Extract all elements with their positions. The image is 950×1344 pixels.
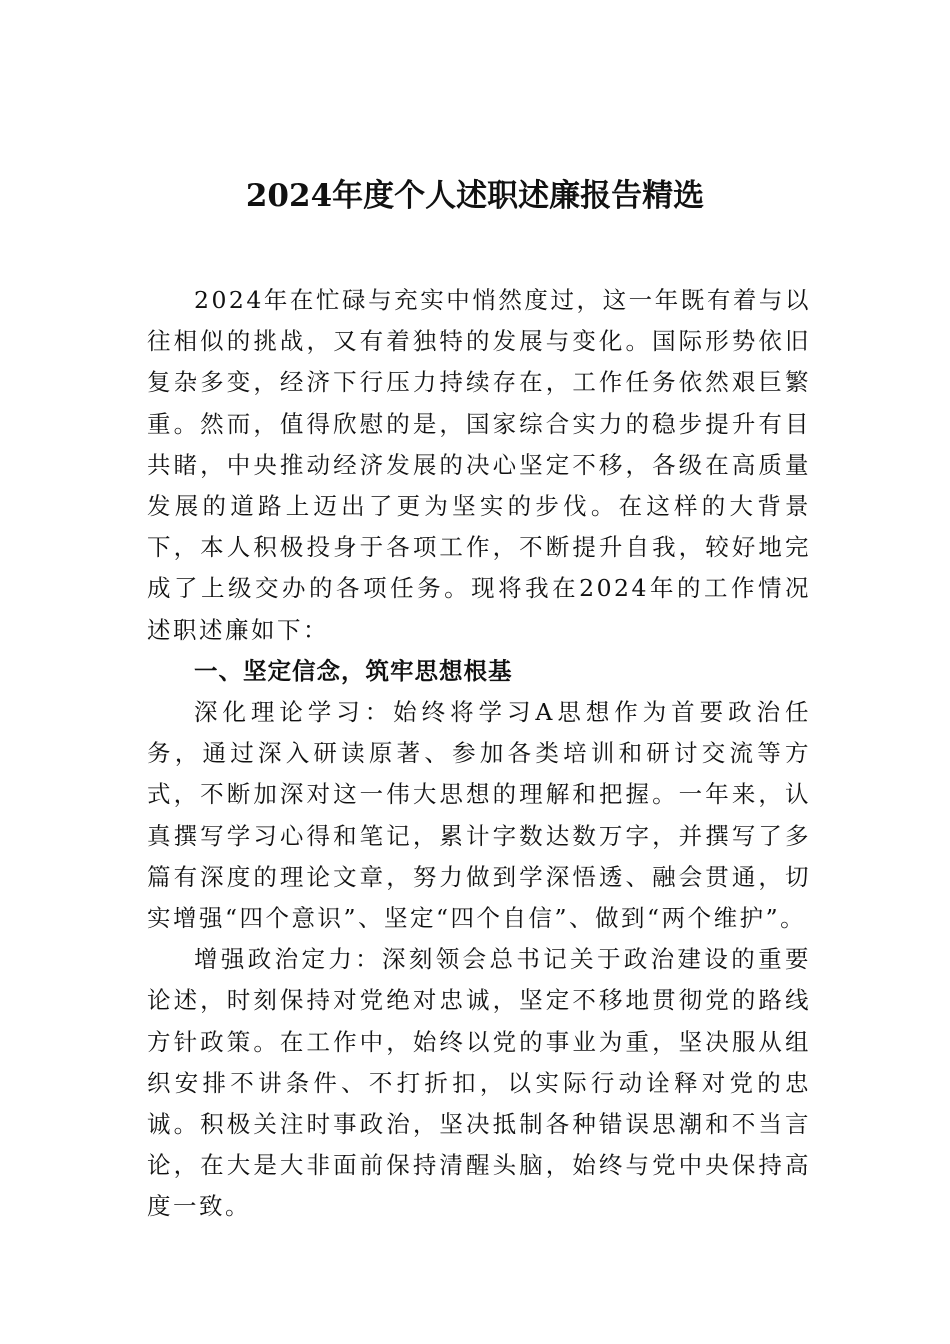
document-title: 2024年度个人述职述廉报告精选 <box>245 178 705 214</box>
document-body <box>147 280 811 1228</box>
intro-paragraph: 2024年在忙碌与充实中悄然度过，这一年既有着与以往相似的挑战，又有着独特的发展与变化。国际形势依旧复杂多变，经济下行压力持续存在，工作任务依然艰巨繁重。然而，值得欣慰的是，国家综合实力的稳步提升有目共睹，中央推动经济发展的决心坚定不移，各级在高质量发展的道路上迈出了更为坚实的步伐。在这样的大背景下，本人积极投身于各项工作，不断提升自我，较好地完成了上级交办的各项任务。现将我在2024年的工作情况述职述廉如下： <box>147 286 811 644</box>
section-heading: 一、坚定信念，筑牢思想根基 <box>194 656 513 685</box>
section-paragraph: 增强政治定力：深刻领会总书记关于政治建设的重要论述，时刻保持对党绝对忠诚，坚定不移地贯彻党的路线方针政策。在工作中，始终以党的事业为重，坚决服从组织安排不讲条件、不打折扣，以实际行动诠释对党的忠诚。积极关注时事政治，坚决抵制各种错误思潮和不当言论，在大是大非面前保持清醒头脑，始终与党中央保持高度一致。 <box>147 945 811 1221</box>
section-paragraph: 深化理论学习：始终将学习A思想作为首要政治任务，通过深入研读原著、参加各类培训和研讨交流等方式，不断加深对这一伟大思想的理解和把握。一年来，认真撰写学习心得和笔记，累计字数达数万字，并撰写了多篇有深度的理论文章，努力做到学深悟透、融会贯通，切实增强“四个意识”、坚定“四个自信”、做到“两个维护”。 <box>147 698 811 933</box>
